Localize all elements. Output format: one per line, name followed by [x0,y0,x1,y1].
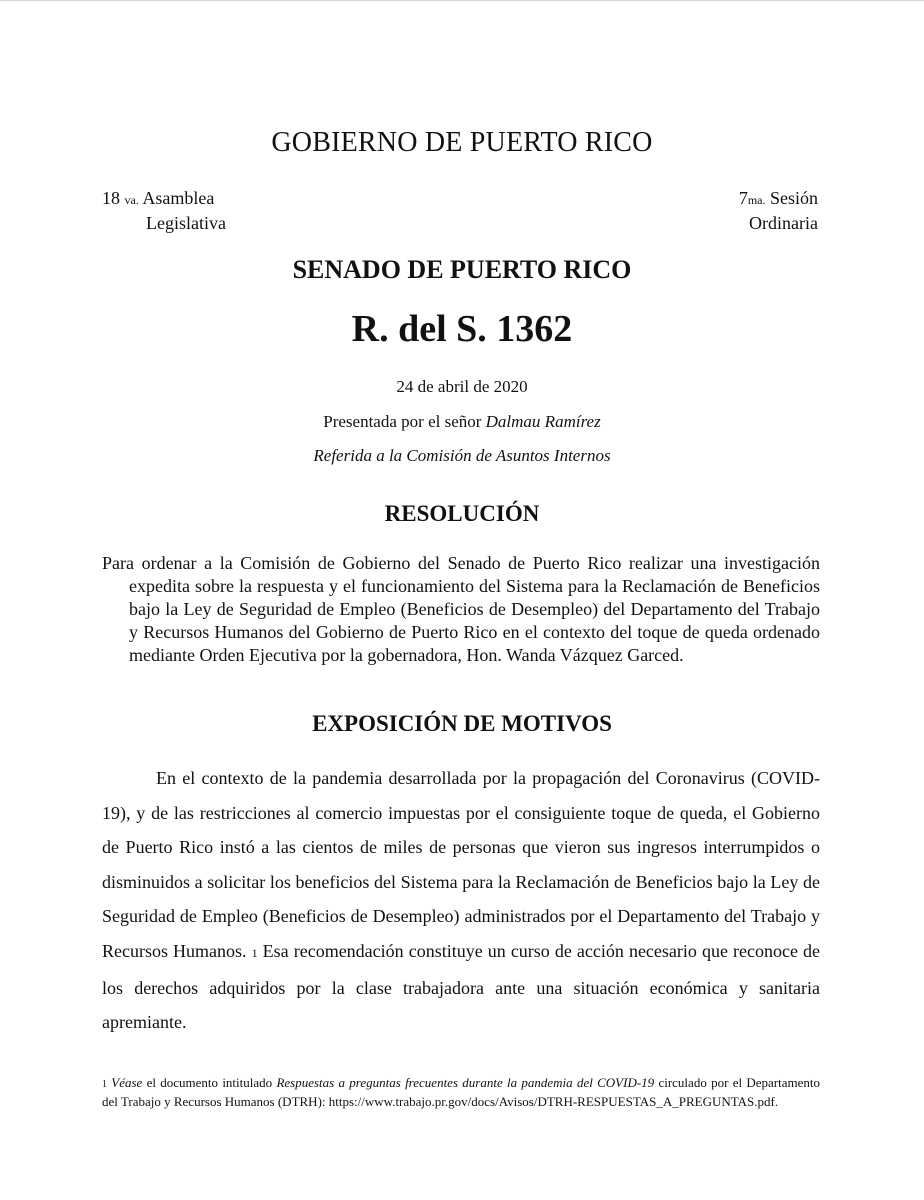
resolution-heading: RESOLUCIÓN [384,501,540,526]
filing-date: 24 de abril de 2020 [396,377,528,396]
footnote-reference[interactable]: 1 [251,945,258,960]
session-word: Sesión [769,188,818,208]
assembly-label [102,187,226,235]
session-line-2: Ordinaria [749,213,818,233]
footnote-text-after: circulado por el Departamento del Trabajo y Recursos Humanos (DTRH): https://www.trabajo.pr.gov/docs/Avisos/DTRH-RESPUESTAS_A_PREGUNTAS.pdf. [102,1075,821,1109]
motives-text-part-2: Esa recomendación constituye un curso de acción necesario que reconoce de los derechos adquiridos por la clase trabajadora ante una situación económica y sanitaria apremiante. [102,940,820,1033]
resolution-summary: Para ordenar a la Comisión de Gobierno del Senado de Puerto Rico realizar una investigación expedita sobre la respuesta y el funcionamiento del Sistema para la Reclamación de Beneficios bajo la Ley de Seguridad de Empleo (Beneficios de Desempleo) del Departamento del Trabajo y Recursos Humanos del Gobierno de Puerto Rico en el contexto del toque de queda ordenado mediante Orden Ejecutiva por la gobernadora, Hon. Wanda Vázquez Garced. [102,553,820,665]
assembly-line-2: Legislativa [146,213,226,233]
footnote-text-before: el documento intitulado [146,1075,273,1090]
session-label [739,187,818,235]
session-number: 7 [738,188,748,208]
presented-by [0,412,924,432]
assembly-word: Asamblea [142,188,215,208]
motives-paragraph [102,761,820,1040]
chamber-heading: SENADO DE PUERTO RICO [292,255,632,284]
session-suffix: ma. [747,193,766,207]
session-line-1 [739,187,818,212]
motives-text-part-1: En el contexto de la pandemia desarrollada por la propagación del Coronavirus (COVID-19), y de las restricciones al comercio impuestas por el consiguiente toque de queda, el Gobierno de Puerto Rico instó a las cientos de miles de personas que vieron sus ingresos interrumpidos o disminuidos a solicitar los beneficios del Sistema para la Reclamación de Beneficios bajo la Ley de Seguridad de Empleo (Beneficios de Desempleo) administrados por el Departamento del Trabajo y Recursos Humanos. [102,768,820,961]
sponsor-name: Dalmau Ramírez [485,412,601,431]
motives-heading: EXPOSICIÓN DE MOTIVOS [312,711,612,736]
government-heading: GOBIERNO DE PUERTO RICO [271,127,653,158]
assembly-line-1 [102,187,226,212]
referred-to: Referida a la Comisión de Asuntos Internos [313,446,611,465]
bill-number: R. del S. 1362 [351,308,573,350]
footnote-number: 1 [102,1079,107,1090]
assembly-suffix: va. [124,193,139,207]
footnote-lead: Véase [111,1075,143,1090]
footnote [102,1074,820,1110]
assembly-number: 18 [102,188,120,208]
presented-prefix: Presentada por el señor [323,412,482,431]
footnote-doc-title: Respuestas a preguntas frecuentes durante la pandemia del COVID-19 [276,1075,655,1090]
